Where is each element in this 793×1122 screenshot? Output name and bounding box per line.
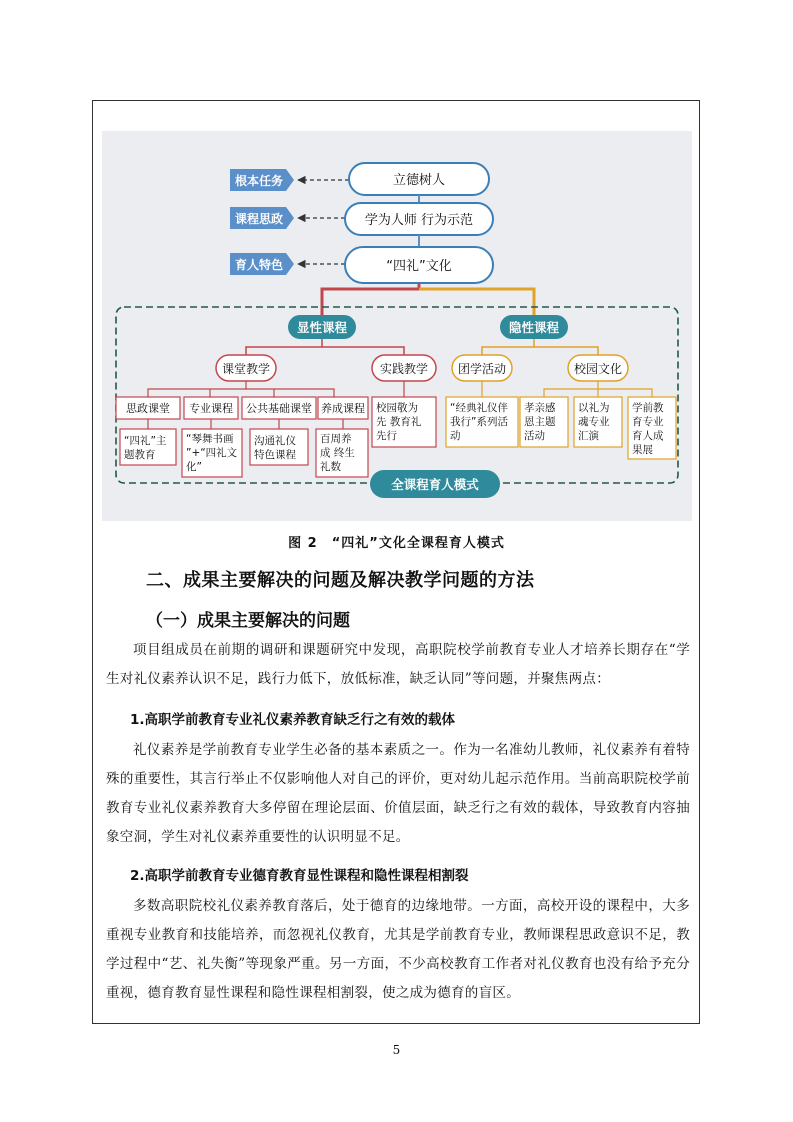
svg-text:“四礼”文化: “四礼”文化 — [386, 259, 452, 274]
svg-text:全课程育人模式: 全课程育人模式 — [391, 477, 479, 492]
section-heading: 二、成果主要解决的问题及解决教学问题的方法 — [146, 570, 535, 591]
svg-text:公共基础课堂: 公共基础课堂 — [246, 402, 312, 415]
paragraph-point-2: 多数高职院校礼仪素养教育落后，处于德育的边缘地带。一方面，高校开设的课程中，大多重视专业教育和技能培养，而忽视礼仪教育，尤其是学前教育专业，教师课程思政意识不足，教学过程中“艺、礼失衡”等现象严重。另一方面，不少高校教育工作者对礼仪教育也没有给予充分重视，德育教育显性课程和隐性课程相割裂，使之成为德育的盲区。 — [106, 898, 690, 1001]
svg-text:立德树人: 立德树人 — [392, 173, 446, 188]
svg-text:育人成: 育人成 — [632, 430, 664, 442]
svg-text:课程思政: 课程思政 — [234, 212, 284, 226]
left-label-root-task — [230, 169, 294, 191]
detail-gonggong — [250, 429, 308, 465]
main-node-xuewei — [345, 203, 493, 235]
svg-text:孝亲感: 孝亲感 — [524, 402, 556, 414]
connector — [246, 389, 334, 397]
svg-text:实践教学: 实践教学 — [379, 362, 429, 376]
detail-sizheng — [120, 429, 176, 465]
item-gonggong — [242, 397, 316, 419]
svg-text:学前教: 学前教 — [632, 402, 664, 414]
svg-text:课堂教学: 课堂教学 — [221, 362, 271, 376]
svg-text:活动: 活动 — [524, 430, 545, 442]
branch-explicit — [288, 315, 356, 339]
node-league — [452, 355, 512, 381]
svg-text:沟通礼仪: 沟通礼仪 — [254, 435, 296, 447]
detail-shijian — [372, 397, 436, 447]
detail-tuanxue — [446, 397, 518, 447]
connector — [598, 389, 652, 397]
svg-text:礼数: 礼数 — [320, 461, 341, 473]
detail-yangcheng — [316, 429, 368, 477]
svg-text:以礼为: 以礼为 — [578, 402, 610, 414]
svg-text:显性课程: 显性课程 — [296, 320, 348, 335]
svg-text:我行”系列活: 我行”系列活 — [450, 416, 508, 428]
svg-text:“琴舞书画: “琴舞书画 — [186, 433, 234, 445]
connector — [482, 339, 534, 355]
svg-text:养成课程: 养成课程 — [321, 402, 365, 415]
svg-text:隐性课程: 隐性课程 — [508, 320, 560, 335]
svg-text:魂专业: 魂专业 — [578, 416, 610, 428]
paragraph-intro: 项目组成员在前期的调研和课题研究中发现，高职院校学前教育专业人才培养长期存在“学生对礼仪素养认识不足，践行力低下，放低标准，缺乏认同”等问题，并聚焦两点： — [106, 642, 690, 687]
main-node-lide — [349, 163, 489, 195]
main-node-sili — [345, 247, 493, 283]
svg-text:“四礼”主: “四礼”主 — [124, 435, 167, 447]
connector — [544, 381, 598, 397]
paragraph-point-1: 礼仪素养是学前教育专业学生必备的基本素质之一。作为一名准幼儿教师，礼仪素养有着特殊的重要性，其言行举止不仅影响他人对自己的评价，更对幼儿起示范作用。当前高职院校学前教育专业礼仪素养教育大多停留在理论层面、价值层面，缺乏行之有效的载体，导致教育内容抽象空洞，学生对礼仪素养重要性的认识明显不足。 — [106, 742, 690, 845]
item-sizheng — [116, 397, 180, 419]
svg-text:先 教育礼: 先 教育礼 — [376, 416, 422, 428]
node-campus-culture — [568, 355, 628, 381]
connector — [246, 339, 322, 355]
node-practice — [372, 355, 436, 381]
svg-text:恩主题: 恩主题 — [524, 416, 556, 428]
point-heading-1: 1.高职学前教育专业礼仪素养教育缺乏行之有效的载体 — [130, 712, 456, 728]
svg-text:根本任务: 根本任务 — [234, 174, 284, 188]
connector — [322, 347, 404, 355]
svg-text:育专业: 育专业 — [632, 416, 664, 428]
svg-text:学为人师 行为示范: 学为人师 行为示范 — [364, 213, 474, 228]
page-number: 5 — [392, 1043, 401, 1057]
svg-text:育人特色: 育人特色 — [234, 258, 284, 272]
left-label-education-feature — [230, 253, 294, 275]
svg-text:特色课程: 特色课程 — [254, 449, 296, 461]
svg-text:专业课程: 专业课程 — [189, 402, 233, 415]
svg-text:题教育: 题教育 — [124, 449, 156, 461]
svg-text:先行: 先行 — [376, 430, 397, 442]
bottom-banner — [370, 470, 500, 498]
connector — [148, 381, 246, 397]
detail-yili — [574, 397, 622, 447]
svg-text:”+“四礼文: ”+“四礼文 — [186, 447, 238, 459]
detail-zhuanye — [182, 429, 242, 477]
figure-diagram — [102, 131, 692, 521]
detail-xiaoqin — [520, 397, 568, 447]
detail-xueqian — [628, 397, 676, 459]
svg-text:汇演: 汇演 — [578, 430, 599, 442]
svg-text:“经典礼仪伴: “经典礼仪伴 — [450, 402, 508, 414]
svg-text:果展: 果展 — [632, 444, 653, 456]
left-label-course-ideology — [230, 207, 294, 229]
branch-implicit — [500, 315, 568, 339]
svg-text:校园文化: 校园文化 — [573, 362, 623, 376]
subsection-heading: （一）成果主要解决的问题 — [146, 611, 350, 631]
figure-caption: 图 2 “四礼”文化全课程育人模式 — [288, 536, 505, 551]
svg-text:校园敬为: 校园敬为 — [376, 402, 418, 414]
item-zhuanye — [184, 397, 238, 419]
svg-text:动: 动 — [450, 430, 461, 442]
connector — [534, 347, 598, 355]
node-classroom — [216, 355, 276, 381]
svg-text:思政课堂: 思政课堂 — [126, 402, 170, 415]
connector-gold — [419, 289, 534, 315]
svg-text:化”: 化” — [186, 461, 202, 473]
point-heading-2: 2.高职学前教育专业德育教育显性课程和隐性课程相割裂 — [130, 868, 469, 884]
connector-red — [322, 283, 419, 315]
svg-text:百周养: 百周养 — [320, 433, 352, 445]
svg-text:成 终生: 成 终生 — [320, 447, 355, 459]
item-yangcheng — [318, 397, 368, 419]
svg-text:团学活动: 团学活动 — [457, 362, 507, 376]
